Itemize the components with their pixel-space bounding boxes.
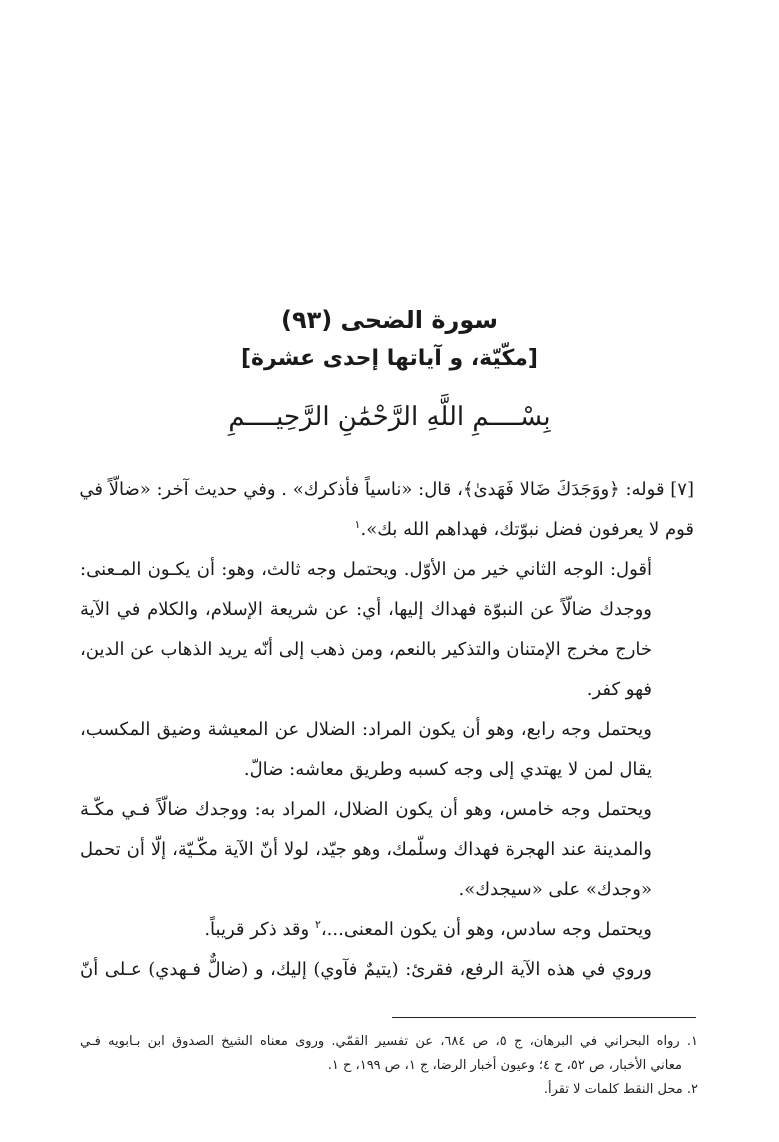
text-line: خارج مخرج الإمتنان والتذكير بالنعم، ومن ذهب إلى أنّه يريد الذهاب عن الدين، xyxy=(80,639,652,660)
text-line: وروي في هذه الآية الرفع، فقرئ: (يتيمٌ فآوي) إليك، و (ضالٌّ فـهدي) عـلى أنّ xyxy=(80,959,652,980)
text-line: والمدينة عند الهجرة فهداك وسلّمك، وهو جيّد، لولا أنّ الآية مكّـيّة، إلّا أن تحمل xyxy=(80,839,652,860)
text-line: [٧] قوله: ﴿ووَجَدَكَ ضَالا فَهَدىٰ﴾، قال: «ناسياً فأذكرك» . وفي حديث آخر: «ضالّاً في xyxy=(79,479,694,500)
surah-title: سورة الضحى (٩٣) xyxy=(280,306,499,334)
text-line: ويحتمل وجه سادس، وهو أن يكون المعنى...،$^٢$ وقد ذكر قريباً. xyxy=(204,918,652,940)
footnote-2: ٢. محل النقط كلمات لا تقرأ. xyxy=(543,1082,698,1097)
text-line: قوم لا يعرفون فضل نبوّتك، فهداهم الله بك».$^١$ xyxy=(354,518,694,540)
text-line: أقول: الوجه الثاني خير من الأوّل. ويحتمل وجه ثالث، وهو: أن يكـون المـعنى: xyxy=(80,559,652,580)
text-line: ووجدك ضالّاً عن النبوّة فهداك إليها، أي: عن شريعة الإسلام، والكلام في الآية xyxy=(80,599,652,620)
footnote-divider xyxy=(392,1017,696,1018)
surah-info: [مكّيّة، و آياتها إحدى عشرة] xyxy=(241,346,538,371)
footnote-1: ١. رواه البحراني في البرهان، ج ٥، ص ٦٨٤، عن تفسير القمّي. وروى معناه الشيخ الصدوق ابن بـابويه فـي xyxy=(80,1034,698,1049)
text-line: ويحتمل وجه خامس، وهو أن يكون الضلال، المراد به: ووجدك ضالّاً فـي مكّـة xyxy=(80,799,652,820)
text-line: «وجدك» على «سيجدك». xyxy=(458,879,652,900)
footnote-marker: ٢ xyxy=(314,918,321,931)
main-text xyxy=(80,470,694,990)
text-line: يقال لمن لا يهتدي إلى وجه كسبه وطريق معاشه: ضالّ. xyxy=(243,759,652,780)
text-line: فهو كفر. xyxy=(586,679,652,700)
footnotes xyxy=(80,1030,698,1102)
basmala-calligraphy: بِسْــــمِ اللَّهِ الرَّحْمَٰنِ الرَّحِيــــمِ xyxy=(228,402,551,432)
footnote-1-continued: معاني الأخبار، ص ٥٢، ح ٤؛ وعيون أخبار الرضا، ج ١، ص ١٩٩، ح ١. xyxy=(327,1058,682,1073)
footnote-marker: ١ xyxy=(354,518,361,531)
text-line: ويحتمل وجه رابع، وهو أن يكون المراد: الضلال عن المعيشة وضيق المكسب، xyxy=(80,719,652,740)
